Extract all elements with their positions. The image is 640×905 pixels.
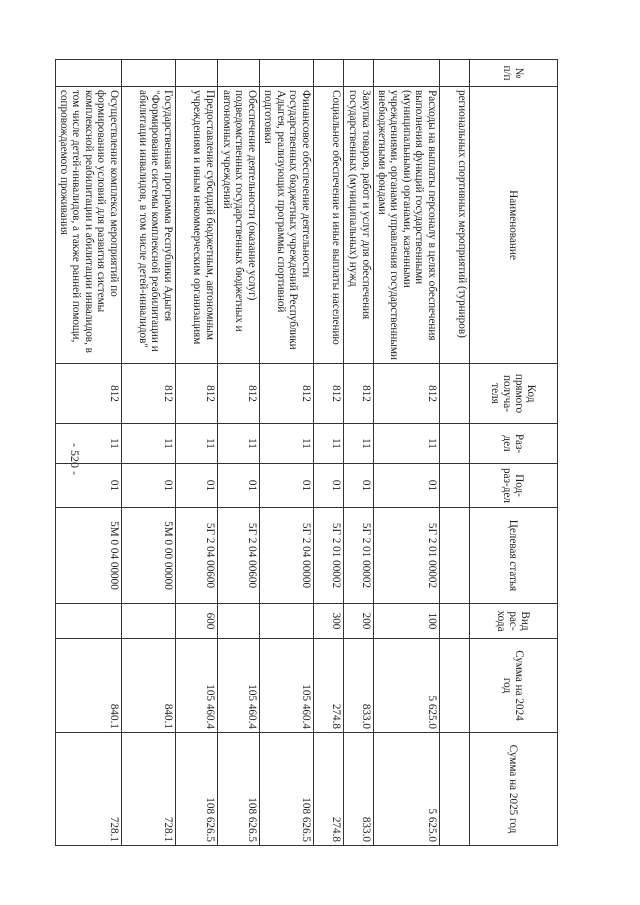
cell-code: 812: [56, 364, 122, 424]
cell-num: [344, 60, 374, 87]
cell-article: [440, 508, 470, 604]
header-sum2024: Сумма на 2024 год: [470, 639, 558, 733]
cell-sum2024: 105 460.4: [218, 639, 260, 733]
header-article: Целевая статья: [470, 508, 558, 604]
cell-num: [176, 60, 218, 87]
page-number: - 520 -: [68, 443, 82, 475]
cell-num: [374, 60, 440, 87]
cell-section: 11: [56, 424, 122, 464]
cell-sum2024: 833.0: [344, 639, 374, 733]
table-row: [56, 60, 122, 846]
cell-sum2025: 274.8: [314, 733, 344, 846]
cell-sum2024: 840.1: [56, 639, 122, 733]
cell-section: 11: [374, 424, 440, 464]
cell-subsection: [440, 464, 470, 508]
cell-expense: [56, 604, 122, 639]
cell-article: 5М 0 04 00000: [56, 508, 122, 604]
table-row: [260, 60, 314, 846]
cell-sum2024: [440, 639, 470, 733]
cell-code: 812: [374, 364, 440, 424]
cell-num: [218, 60, 260, 87]
cell-subsection: 01: [374, 464, 440, 508]
header-subsection: Под-раз-дел: [470, 464, 558, 508]
header-expense: Вид рас-хода: [470, 604, 558, 639]
cell-code: [440, 364, 470, 424]
cell-section: [440, 424, 470, 464]
table-row: [122, 60, 176, 846]
budget-table: [56, 59, 559, 846]
cell-sum2025: 108 626.5: [176, 733, 218, 846]
cell-sum2024: 5 625.0: [374, 639, 440, 733]
header-section: Раз-дел: [470, 424, 558, 464]
cell-code: 812: [344, 364, 374, 424]
header-code: Код прямого получа-теля: [470, 364, 558, 424]
cell-expense: 100: [374, 604, 440, 639]
cell-name: Закупка товаров, работ и услуг для обеспечения государственных (муниципальных) нужд: [344, 87, 374, 364]
cell-expense: 300: [314, 604, 344, 639]
cell-article: 5Г 2 01 00002: [374, 508, 440, 604]
cell-section: 11: [344, 424, 374, 464]
cell-sum2025: 833.0: [344, 733, 374, 846]
cell-sum2025: 728.1: [56, 733, 122, 846]
cell-subsection: 01: [56, 464, 122, 508]
cell-article: 5Г 2 04 00600: [218, 508, 260, 604]
cell-sum2024: 105 460.4: [176, 639, 218, 733]
cell-sum2025: 728.1: [122, 733, 176, 846]
cell-expense: [122, 604, 176, 639]
cell-section: 11: [218, 424, 260, 464]
cell-section: 11: [260, 424, 314, 464]
cell-sum2024: 840.1: [122, 639, 176, 733]
cell-code: 812: [176, 364, 218, 424]
cell-expense: [440, 604, 470, 639]
cell-num: [56, 60, 122, 87]
cell-name: Расходы на выплаты персоналу в целях обеспечения выполнения функций государственными (муниципальными) органами, казенными учреждениями, органами управления государственными внебюджетными фондами: [374, 87, 440, 364]
cell-name: Предоставление субсидий бюджетным, автономным учреждениям и иным некоммерческим организациям: [176, 87, 218, 364]
cell-code: 812: [314, 364, 344, 424]
table-row: [314, 60, 344, 846]
cell-name: Осуществление комплекса мероприятий по формированию условий для развития системы комплексной реабилитации и абилитации инвалидов, в том числе детей-инвалидов, а также ранней помощи, сопровождаемого проживания: [56, 87, 122, 364]
cell-subsection: 01: [176, 464, 218, 508]
cell-section: 11: [314, 424, 344, 464]
cell-subsection: 01: [260, 464, 314, 508]
header-name: Наименование: [470, 87, 558, 364]
cell-subsection: 01: [218, 464, 260, 508]
table-row: [374, 60, 440, 846]
cell-article: 5Г 2 01 00002: [314, 508, 344, 604]
table-row: [344, 60, 374, 846]
cell-expense: [260, 604, 314, 639]
cell-sum2025: 108 626.5: [260, 733, 314, 846]
cell-num: [260, 60, 314, 87]
cell-name: региональных спортивных мероприятий (турниров): [440, 87, 470, 364]
cell-name: Социальное обеспечение и иные выплаты населению: [314, 87, 344, 364]
cell-sum2025: [440, 733, 470, 846]
cell-subsection: 01: [122, 464, 176, 508]
cell-section: 11: [122, 424, 176, 464]
header-num: № п/п: [470, 60, 558, 87]
table-row: [218, 60, 260, 846]
cell-article: 5Г 2 04 00000: [260, 508, 314, 604]
cell-article: 5Г 2 04 00600: [176, 508, 218, 604]
cell-article: 5М 0 00 00000: [122, 508, 176, 604]
cell-code: 812: [260, 364, 314, 424]
cell-name: Финансовое обеспечение деятельности государственных бюджетных учреждений Республики Адыгея, реализующих программы спортивной подготовки: [260, 87, 314, 364]
cell-subsection: 01: [344, 464, 374, 508]
cell-sum2025: 5 625.0: [374, 733, 440, 846]
cell-num: [122, 60, 176, 87]
cell-name: Государственная программа Республики Адыгея "Формирование системы комплексной реабилитации и абилитации инвалидов, в том числе детей-инвалидов": [122, 87, 176, 364]
header-row: [470, 60, 558, 846]
cell-sum2025: 108 626.5: [218, 733, 260, 846]
table-row: [176, 60, 218, 846]
cell-code: 812: [122, 364, 176, 424]
table-row: [440, 60, 470, 846]
cell-sum2024: 105 460.4: [260, 639, 314, 733]
cell-section: 11: [176, 424, 218, 464]
cell-sum2024: 274.8: [314, 639, 344, 733]
cell-article: 5Г 2 01 00002: [344, 508, 374, 604]
cell-expense: [218, 604, 260, 639]
cell-expense: 600: [176, 604, 218, 639]
cell-num: [314, 60, 344, 87]
cell-expense: 200: [344, 604, 374, 639]
cell-code: 812: [218, 364, 260, 424]
cell-num: [440, 60, 470, 87]
cell-name: Обеспечение деятельности (оказание услуг) подведомственных государственных бюджетных и автономных учреждений: [218, 87, 260, 364]
cell-subsection: 01: [314, 464, 344, 508]
header-sum2025: Сумма на 2025 год: [470, 733, 558, 846]
